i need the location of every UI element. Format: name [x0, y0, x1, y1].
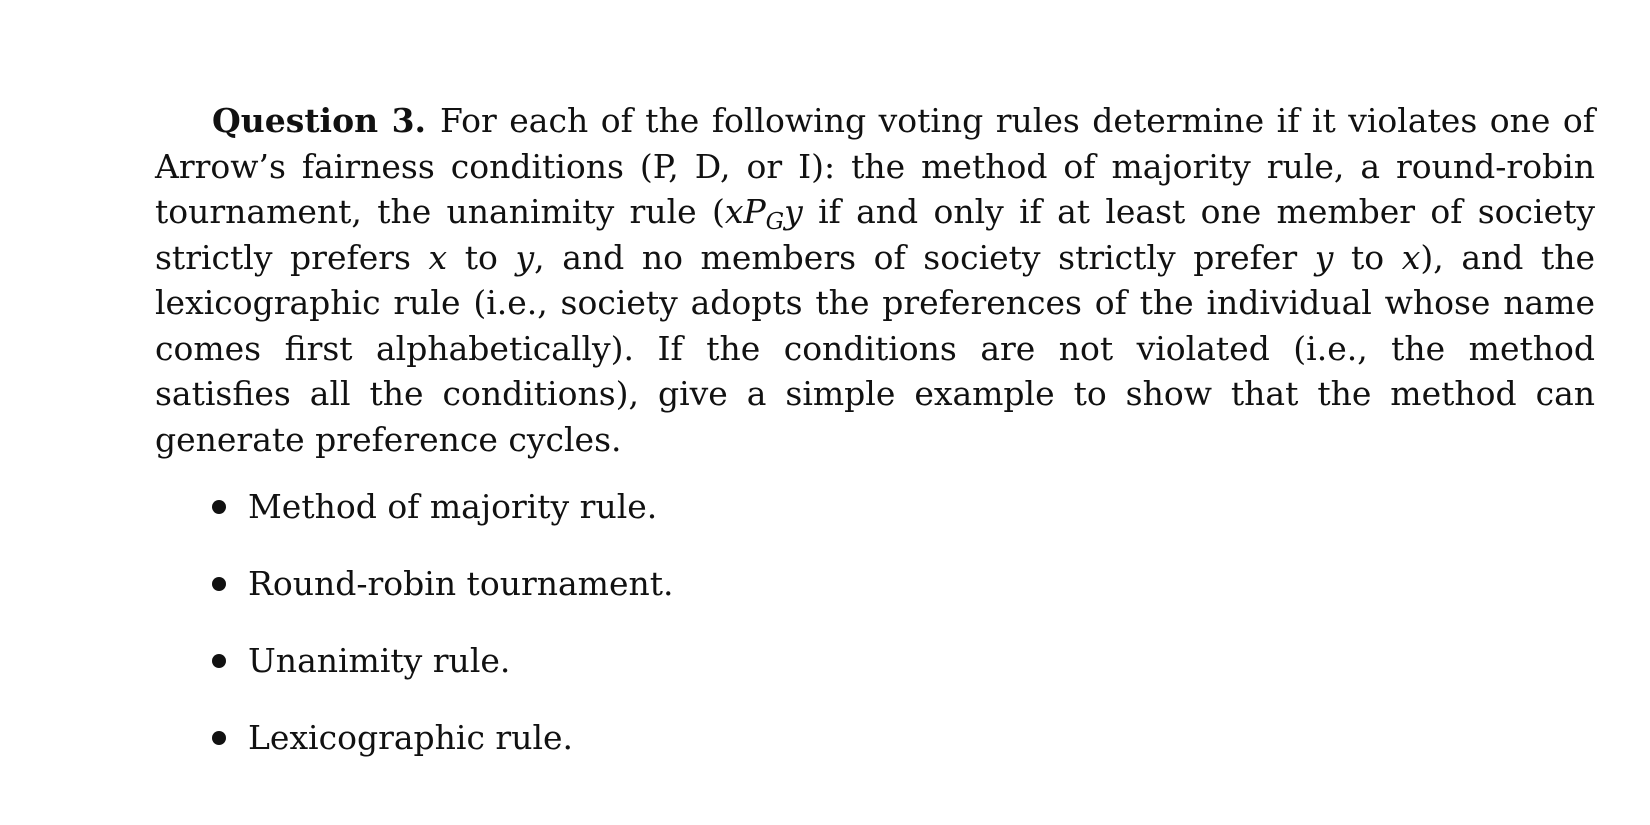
- question-paragraph: [155, 98, 1595, 462]
- math-x: x: [428, 237, 448, 277]
- math-subscript-g: G: [765, 208, 785, 235]
- list-item: [155, 561, 1595, 606]
- list-item: [155, 638, 1595, 683]
- list-item-text: Method of majority rule.: [248, 487, 658, 526]
- bullet-icon: [212, 500, 226, 514]
- math-xpgy: [724, 192, 803, 235]
- list-item-text: Lexicographic rule.: [248, 718, 574, 757]
- question-label: Question 3.: [212, 101, 427, 140]
- math-y: y: [1314, 237, 1334, 277]
- document-page: [155, 98, 1595, 792]
- list-item: [155, 715, 1595, 760]
- question-text-part-2: if and only if at least one member of society strictly prefers: [155, 192, 1596, 277]
- question-text-part-4: , and no members of society strictly prefer: [534, 237, 1315, 277]
- list-item-text: Round-robin tournament.: [248, 564, 674, 603]
- math-xp: xP: [724, 192, 766, 231]
- voting-rules-list: [155, 484, 1595, 760]
- bullet-icon: [212, 654, 226, 668]
- list-item-text: Unanimity rule.: [248, 641, 511, 680]
- question-text-part-1: For each of the following voting rules determine if it violates one of Arrow’s fairness conditions (P, D, or I): the method of majority rule, a round-robin tournament, the unanimity rule (: [155, 101, 1595, 231]
- math-y: y: [784, 192, 803, 231]
- bullet-icon: [212, 731, 226, 745]
- math-y: y: [515, 237, 535, 277]
- question-text-part-3: to: [447, 237, 516, 277]
- list-item: [155, 484, 1595, 529]
- math-x: x: [1401, 237, 1421, 277]
- question-text-part-5: to: [1333, 237, 1402, 277]
- bullet-icon: [212, 577, 226, 591]
- question-text-part-6: ), and the lexicographic rule (i.e., society adopts the preferences of the individual whose name comes first alphabetically). If the conditions are not violated (i.e., the method satisfies all the conditions), give a simple example to show that the method can generate preference cycles.: [155, 237, 1596, 459]
